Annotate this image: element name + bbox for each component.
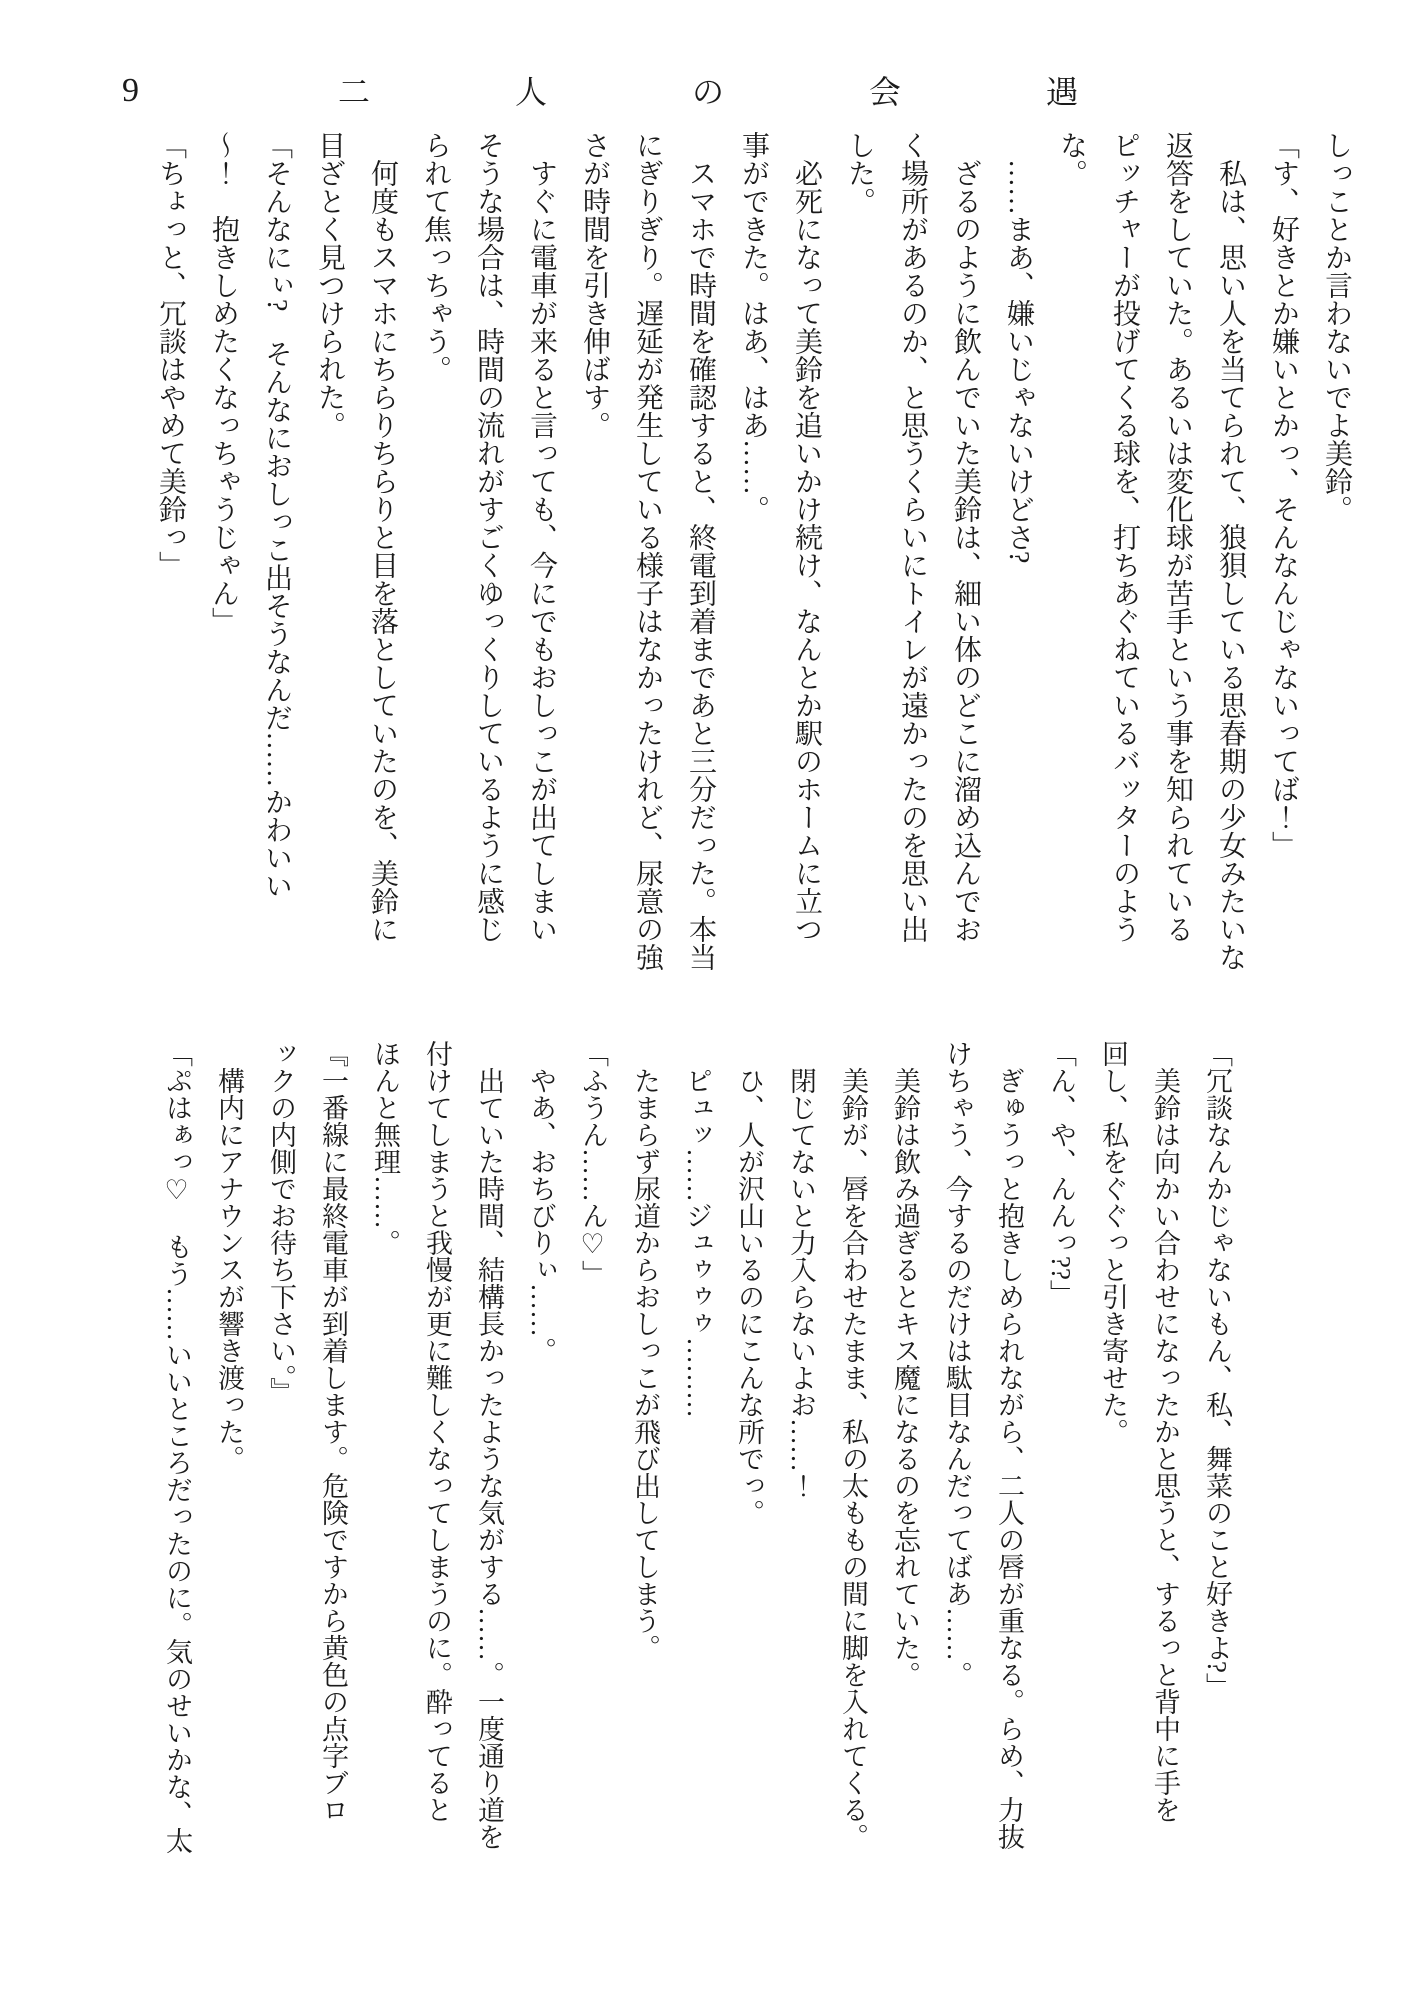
text-column: ピッチャーが投げてくる球を、打ちあぐねているバッターのよう: [1109, 131, 1140, 943]
text-section-top: [144, 131, 1363, 971]
text-column: 事ができた。はあ、はあ……。: [738, 131, 769, 523]
text-column: ほんと無理……。: [370, 1040, 400, 1256]
text-column: すぐに電車が来ると言っても、今にでもおしっこが出てしまい: [526, 131, 557, 943]
text-column: 「そんなにぃ? そんなにおしっこ出そうなんだ……かわいい: [261, 131, 292, 900]
text-column: く場所があるのか、と思うくらいにトイレが遠かったのを思い出: [897, 131, 928, 943]
text-column: 美鈴が、唇を合わせたまま、私の太ももの間に脚を入れてくる。: [838, 1040, 868, 1850]
text-column: 「ちょっと、冗談はやめて美鈴っ」: [155, 131, 186, 579]
text-column: しっことか言わないでよ美鈴。: [1321, 131, 1352, 523]
text-column: 何度もスマホにちらりちらりと目を落としていたのを、美鈴に: [367, 131, 398, 943]
text-column: にぎりぎり。遅延が発生している様子はなかったけれど、尿意の強: [632, 131, 663, 971]
text-column: 「ふうん……ん♡」: [578, 1040, 608, 1287]
text-column: した。: [844, 131, 875, 215]
page-number: 9: [122, 72, 139, 109]
text-column: ～！ 抱きしめたくなっちゃうじゃん」: [208, 131, 239, 635]
text-column: 「冗談なんかじゃないもん、私、舞菜のこと好きよ?」: [1202, 1040, 1232, 1700]
text-column: ックの内側でお待ち下さい。』: [266, 1040, 296, 1405]
text-column: スマホで時間を確認すると、終電到着まであと三分だった。本当: [685, 131, 716, 971]
text-column: 回し、私をぐぐっと引き寄せた。: [1098, 1040, 1128, 1445]
text-column: 付けてしまうと我慢が更に難しくなってしまうのに。酔ってると: [422, 1040, 452, 1823]
text-column: けちゃう、今するのだけは駄目なんだってばあ……。: [942, 1040, 972, 1688]
text-column: ひ、人が沢山いるのにこんな所でっ。: [734, 1040, 764, 1526]
text-column: 出ていた時間、結構長かったような気がする……。一度通り道を: [474, 1040, 504, 1850]
text-column: 構内にアナウンスが響き渡った。: [214, 1040, 244, 1472]
text-column: ピュッ……ジュゥゥゥ………: [682, 1040, 712, 1418]
text-column: やあ、おちびりぃ……。: [526, 1040, 556, 1364]
text-column: 『一番線に最終電車が到着します。危険ですから黄色の点字ブロ: [318, 1040, 348, 1823]
text-column: たまらず尿道からおしっこが飛び出してしまう。: [630, 1040, 660, 1661]
text-column: 閉じてないと力入らないよお……！: [786, 1040, 816, 1499]
text-column: そうな場合は、時間の流れがすごくゆっくりしているように感じ: [473, 131, 504, 943]
text-column: ぎゅうっと抱きしめられながら、二人の唇が重なる。らめ、力抜: [994, 1040, 1024, 1850]
text-column: 目ざとく見つけられた。: [314, 131, 345, 439]
text-column: さが時間を引き伸ばす。: [579, 131, 610, 439]
text-column: ……まあ、嫌いじゃないけどさ?: [1003, 131, 1034, 564]
text-column: られて焦っちゃう。: [420, 131, 451, 383]
text-column: 美鈴は向かい合わせになったかと思うと、するっと背中に手を: [1150, 1040, 1180, 1823]
text-column: 私は、思い人を当てられて、狼狽している思春期の少女みたいな: [1215, 131, 1246, 971]
text-column: 「ぷはぁっ♡ もう……いいところだったのに。気のせいかな、太: [162, 1040, 192, 1854]
text-column: 美鈴は飲み過ぎるとキス魔になるのを忘れていた。: [890, 1040, 920, 1688]
text-column: な。: [1056, 131, 1087, 187]
text-column: 「ん、や、んんっ??」: [1046, 1040, 1076, 1307]
text-column: 返答をしていた。あるいは変化球が苦手という事を知られている: [1162, 131, 1193, 943]
text-section-bottom: [151, 1040, 1243, 1854]
text-column: 「す、好きとか嫌いとかっ、そんなんじゃないってば！」: [1268, 131, 1299, 859]
page-title: 二人の会遇: [338, 74, 1224, 110]
text-column: ざるのように飲んでいた美鈴は、細い体のどこに溜め込んでお: [950, 131, 981, 943]
text-column: 必死になって美鈴を追いかけ続け、なんとか駅のホームに立つ: [791, 131, 822, 943]
